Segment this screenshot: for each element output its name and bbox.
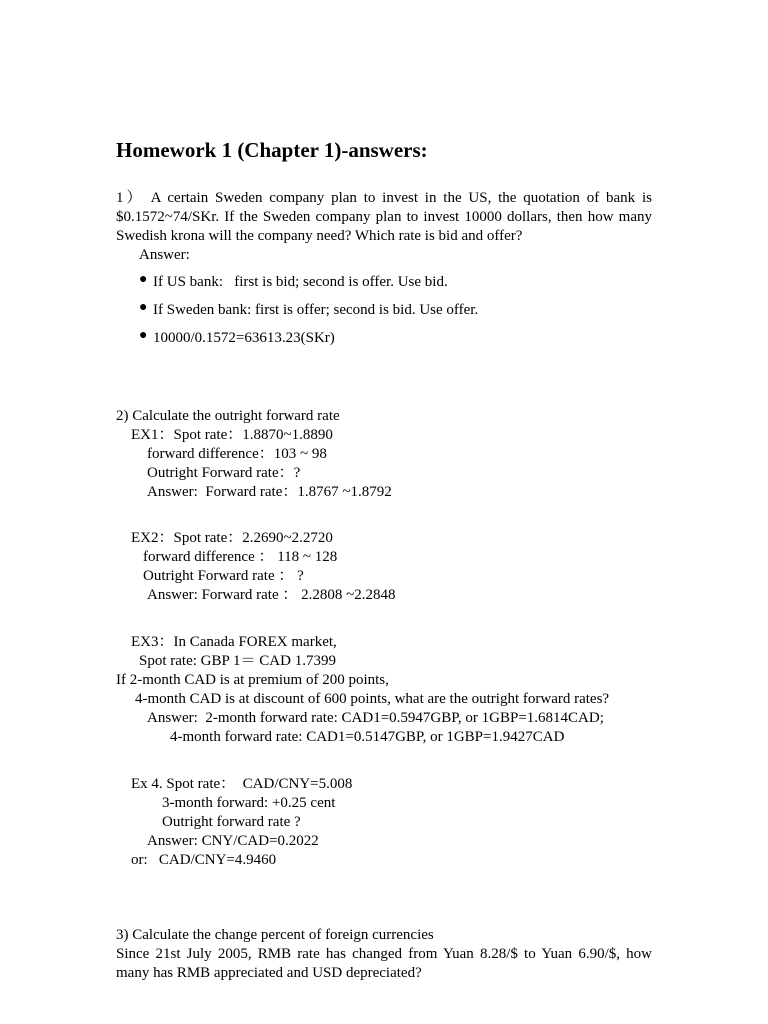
ex1-line: forward difference：103 ~ 98 [147,446,327,462]
page-title: Homework 1 (Chapter 1)-answers: [116,138,428,162]
ex3-line: If 2-month CAD is at premium of 200 points, [116,672,389,688]
question-1-answer-label: Answer: [139,247,190,263]
ex4-line: Answer: CNY/CAD=0.2022 [147,833,319,849]
ex3-line: 4-month forward rate: CAD1=0.5147GBP, or 1GBP=1.9427CAD [170,729,565,745]
ex3-line: Spot rate: GBP 1＝ CAD 1.7399 [139,653,336,669]
question-3-heading: 3) Calculate the change percent of foreign currencies [116,927,434,943]
question-3-text: Since 21st July 2005, RMB rate has changed from Yuan 8.28/$ to Yuan 6.90/$, how many has RMB appreciated and USD depreciated? [116,946,652,981]
ex3-line: EX3：In Canada FOREX market, [131,634,337,650]
question-1-bullet: If US bank: first is bid; second is offer. Use bid. [153,274,448,290]
ex4-line: Ex 4. Spot rate： CAD/CNY=5.008 [131,776,353,792]
ex4-line: Outright forward rate ? [162,814,301,830]
question-1-text: 1） A certain Sweden company plan to invest in the US, the quotation of bank is $0.1572~74/SKr. If the Sweden company plan to invest 10000 dollars, then how many Swedish krona will the company need? Which rate is bid and offer? [116,190,652,244]
question-2-heading: 2) Calculate the outright forward rate [116,408,340,424]
question-1-bullet: 10000/0.1572=63613.23(SKr) [153,330,335,346]
bullet-dot-icon: ● [139,328,148,343]
ex2-line: EX2：Spot rate：2.2690~2.2720 [131,530,333,546]
ex1-line: Answer: Forward rate：1.8767 ~1.8792 [147,484,392,500]
question-1-bullet: If Sweden bank: first is offer; second is bid. Use offer. [153,302,479,318]
ex1-line: Outright Forward rate：? [147,465,301,481]
ex2-line: Answer: Forward rate ： 2.2808 ~2.2848 [147,587,396,603]
ex4-line: or: CAD/CNY=4.9460 [131,852,277,868]
ex1-line: EX1：Spot rate：1.8870~1.8890 [131,427,333,443]
ex3-line: 4-month CAD is at discount of 600 points, what are the outright forward rates? [135,691,610,707]
bullet-dot-icon: ● [139,300,148,315]
bullet-dot-icon: ● [139,272,148,287]
ex2-line: forward difference ： 118 ~ 128 [143,549,338,565]
ex3-line: Answer: 2-month forward rate: CAD1=0.5947GBP, or 1GBP=1.6814CAD; [147,710,604,726]
ex4-line: 3-month forward: +0.25 cent [162,795,336,811]
ex2-line: Outright Forward rate ： ? [143,568,304,584]
